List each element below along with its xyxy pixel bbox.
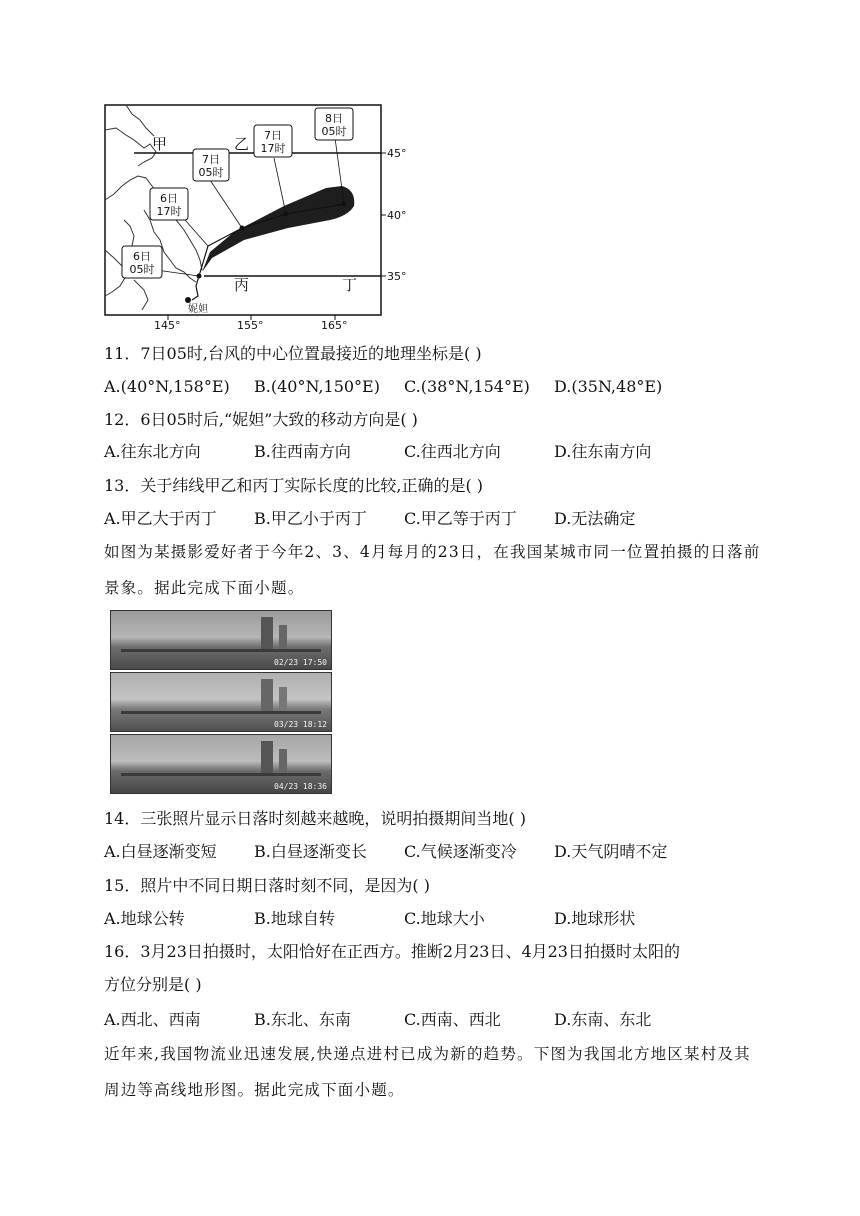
time-box-6d05-hour: 05时: [129, 263, 155, 276]
lat-35-label: 35°: [387, 270, 407, 283]
question-15-option-d[interactable]: D.地球形状: [554, 909, 636, 928]
typhoon-symbol-icon: [185, 297, 191, 303]
question-13-option-c[interactable]: C.甲乙等于丙丁: [404, 509, 517, 528]
time-box-6d17-hour: 17时: [156, 205, 182, 218]
question-12-option-d[interactable]: D.往东南方向: [554, 442, 652, 461]
question-11-option-d[interactable]: D.(35N,48°E): [554, 377, 663, 396]
time-box-8d05-hour: 05时: [321, 125, 347, 138]
question-13-stem: 13．关于纬线甲乙和丙丁实际长度的比较,正确的是( ): [104, 476, 484, 495]
question-14-option-b[interactable]: B.白昼逐渐变长: [254, 842, 367, 861]
label-bing: 丙: [234, 276, 250, 294]
photo-feb-timestamp: 02/23 17:50: [274, 658, 327, 667]
time-box-7d05-day: 7日: [202, 153, 220, 166]
typhoon-track-map: [104, 100, 407, 334]
time-box-6d05-day: 6日: [133, 250, 151, 263]
sunset-photo-apr: [110, 734, 332, 794]
lat-45-label: 45°: [387, 147, 407, 160]
question-16-option-b[interactable]: B.东北、东南: [254, 1010, 351, 1029]
question-14-option-c[interactable]: C.气候逐渐变冷: [404, 842, 517, 861]
sunset-photo-series: [110, 610, 332, 794]
question-11-option-b[interactable]: B.(40°N,150°E): [254, 377, 380, 396]
question-13-option-a[interactable]: A.甲乙大于丙丁: [104, 509, 217, 528]
lon-155-label: 155°: [237, 319, 264, 332]
question-12-option-b[interactable]: B.往西南方向: [254, 442, 351, 461]
question-15-stem: 15．照片中不同日期日落时刻不同，是因为( ): [104, 876, 430, 895]
question-15-option-c[interactable]: C.地球大小: [404, 909, 485, 928]
question-11-option-c[interactable]: C.(38°N,154°E): [404, 377, 530, 396]
question-16-option-a[interactable]: A.西北、西南: [104, 1010, 201, 1029]
question-13-option-d[interactable]: D.无法确定: [554, 509, 636, 528]
question-16-stem-line2: 方位分别是( ): [104, 975, 202, 994]
question-14-option-a[interactable]: A.白昼逐渐变短: [104, 842, 217, 861]
label-ding: 丁: [342, 276, 358, 294]
question-11-option-a[interactable]: A.(40°N,158°E): [104, 377, 230, 396]
question-14-option-d[interactable]: D.天气阴晴不定: [554, 842, 668, 861]
sunset-photo-feb: [110, 610, 332, 670]
question-15-option-a[interactable]: A.地球公转: [104, 909, 185, 928]
time-box-7d17-hour: 17时: [260, 142, 286, 155]
question-16-option-d[interactable]: D.东南、东北: [554, 1010, 652, 1029]
question-16-stem-line1: 16．3月23日拍摄时，太阳恰好在正西方。推断2月23日、4月23日拍摄时太阳的: [104, 942, 680, 961]
question-12-stem: 12．6日05时后,“妮妲”大致的移动方向是( ): [104, 410, 418, 429]
question-15-option-b[interactable]: B.地球自转: [254, 909, 335, 928]
photo-mar-timestamp: 03/23 18:12: [274, 720, 327, 729]
label-yi: 乙: [234, 135, 250, 153]
intro-paragraph-sunset: 如图为某摄影爱好者于今年2、3、4月每月的23日，在我国某城市同一位置拍摄的日落前景象。据此完成下面小题。: [104, 543, 761, 597]
sunset-photo-mar: [110, 672, 332, 732]
question-16-option-c[interactable]: C.西南、西北: [404, 1010, 501, 1029]
intro-paragraph-contour: 近年来,我国物流业迅速发展,快递点进村已成为新的趋势。下图为我国北方地区某村及其周边等高线地形图。据此完成下面小题。: [104, 1045, 751, 1099]
label-jia: 甲: [152, 135, 168, 153]
lon-165-label: 165°: [321, 319, 348, 332]
time-box-8d05-day: 8日: [325, 112, 343, 125]
question-12-option-c[interactable]: C.往西北方向: [404, 442, 501, 461]
photo-apr-timestamp: 04/23 18:36: [274, 782, 327, 791]
time-box-7d05-hour: 05时: [198, 166, 224, 179]
question-14-stem: 14．三张照片显示日落时刻越来越晚，说明拍摄期间当地( ): [104, 809, 526, 828]
lat-40-label: 40°: [387, 209, 407, 222]
lon-145-label: 145°: [154, 319, 181, 332]
time-box-7d17-day: 7日: [264, 129, 282, 142]
typhoon-name: 妮妲: [188, 304, 208, 315]
question-11-stem: 11．7日05时,台风的中心位置最接近的地理坐标是( ): [104, 344, 482, 363]
time-box-6d17-day: 6日: [160, 192, 178, 205]
question-12-option-a[interactable]: A.往东北方向: [104, 442, 201, 461]
question-13-option-b[interactable]: B.甲乙小于丙丁: [254, 509, 367, 528]
